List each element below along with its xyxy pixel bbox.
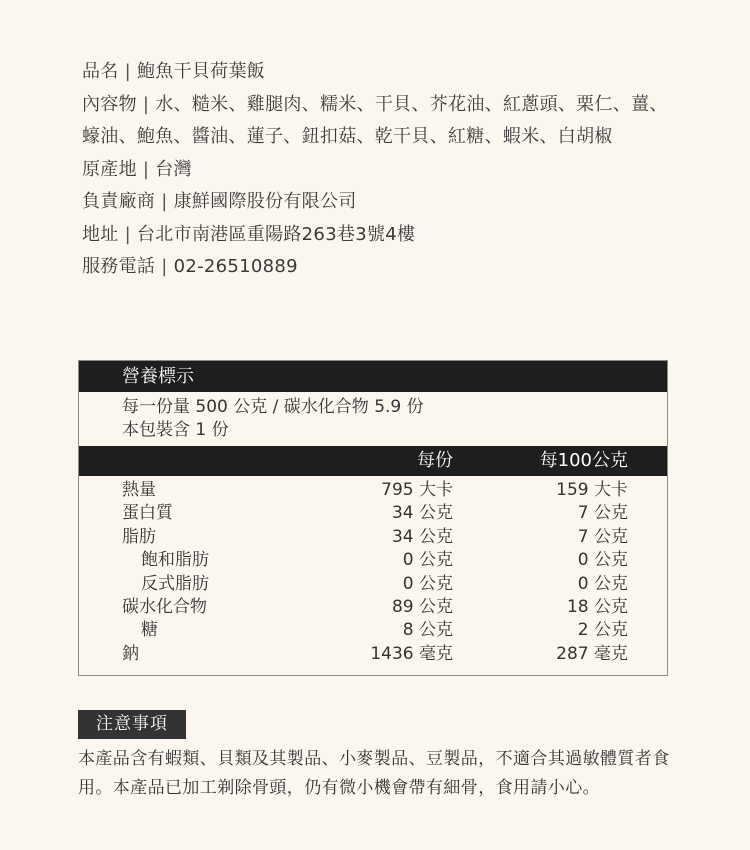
manufacturer-line — [82, 186, 672, 219]
serving-info — [79, 392, 667, 446]
address-label: 地址 — [82, 223, 119, 245]
nutrient-label: 鈉 — [122, 643, 139, 664]
separator: | — [142, 93, 150, 115]
address-line — [82, 219, 672, 252]
table-row — [79, 573, 667, 596]
origin-value: 台灣 — [155, 158, 192, 180]
table-row — [79, 596, 667, 619]
notice-title: 注意事項 — [78, 710, 186, 739]
manufacturer-label: 負責廠商 — [82, 191, 156, 212]
table-row — [79, 526, 667, 549]
table-row — [79, 643, 667, 666]
value-per-serving: 795 大卡 — [381, 480, 453, 500]
value-per-serving: 8 公克 — [402, 620, 453, 641]
origin-label: 原產地 — [82, 158, 137, 180]
separator: | — [124, 61, 131, 82]
manufacturer-value: 康鮮國際股份有限公司 — [173, 191, 357, 212]
phone-line — [82, 251, 672, 284]
table-row — [79, 549, 667, 572]
separator: | — [142, 158, 150, 180]
value-per-100g: 2 公克 — [577, 620, 628, 641]
phone-value: 02-26510889 — [173, 256, 298, 277]
nutrient-label: 糖 — [141, 620, 158, 641]
serving-size: 每一份量 500 公克 / 碳水化合物 5.9 份 — [122, 397, 424, 417]
separator: | — [161, 191, 168, 212]
address-value: 台北市南港區重陽路263巷3號4樓 — [136, 223, 416, 245]
ingredients-value: 水、糙米、雞腿肉、糯米、干貝、芥花油、紅蔥頭、栗仁、薑、蠔油、鮑魚、醬油、蓮子、鈕扣菇、乾干貝、紅糖、蝦米、白胡椒 — [82, 93, 668, 147]
table-row — [79, 502, 667, 525]
value-per-serving: 0 公克 — [402, 550, 453, 571]
nutrition-header-row — [79, 446, 667, 476]
value-per-100g: 18 公克 — [566, 596, 628, 617]
value-per-100g: 7 公克 — [577, 526, 628, 547]
product-name-value: 鮑魚干貝荷葉飯 — [136, 61, 266, 82]
value-per-serving: 89 公克 — [391, 596, 453, 617]
col-per-100g: 每100公克 — [539, 450, 628, 471]
nutrition-rows — [79, 476, 667, 666]
product-info — [82, 56, 672, 284]
table-row — [79, 619, 667, 642]
table-row — [79, 479, 667, 502]
product-name-label: 品名 — [82, 61, 119, 82]
phone-label: 服務電話 — [82, 256, 156, 277]
value-per-serving: 34 公克 — [391, 503, 453, 524]
nutrient-label: 蛋白質 — [122, 503, 173, 524]
value-per-serving: 0 公克 — [402, 573, 453, 594]
value-per-100g: 159 大卡 — [556, 480, 628, 500]
col-per-serving: 每份 — [417, 450, 453, 471]
ingredients-label: 內容物 — [82, 93, 137, 115]
nutrient-label: 脂肪 — [122, 526, 156, 547]
separator: | — [161, 256, 168, 277]
value-per-100g: 0 公克 — [577, 573, 628, 594]
value-per-100g: 0 公克 — [577, 550, 628, 571]
value-per-serving: 34 公克 — [391, 526, 453, 547]
ingredients-line — [82, 89, 672, 154]
nutrition-facts-table — [78, 360, 668, 676]
value-per-100g: 287 毫克 — [556, 643, 628, 664]
product-name-line — [82, 56, 672, 89]
value-per-100g: 7 公克 — [577, 503, 628, 524]
nutrient-label: 反式脂肪 — [141, 573, 209, 594]
nutrient-label: 碳水化合物 — [122, 596, 207, 617]
notice-text: 本產品含有蝦類、貝類及其製品、小麥製品、豆製品，不適合其過敏體質者食用。本產品已加工剃除骨頭，仍有微小機會帶有細骨，食用請小心。 — [78, 749, 670, 798]
nutrient-label: 飽和脂肪 — [141, 550, 209, 571]
value-per-serving: 1436 毫克 — [370, 643, 453, 664]
nutrient-label: 熱量 — [122, 480, 156, 500]
origin-line — [82, 154, 672, 187]
separator: | — [124, 223, 131, 245]
servings-per-pack: 本包裝含 1 份 — [122, 420, 229, 440]
nutrition-title: 營養標示 — [79, 361, 667, 392]
